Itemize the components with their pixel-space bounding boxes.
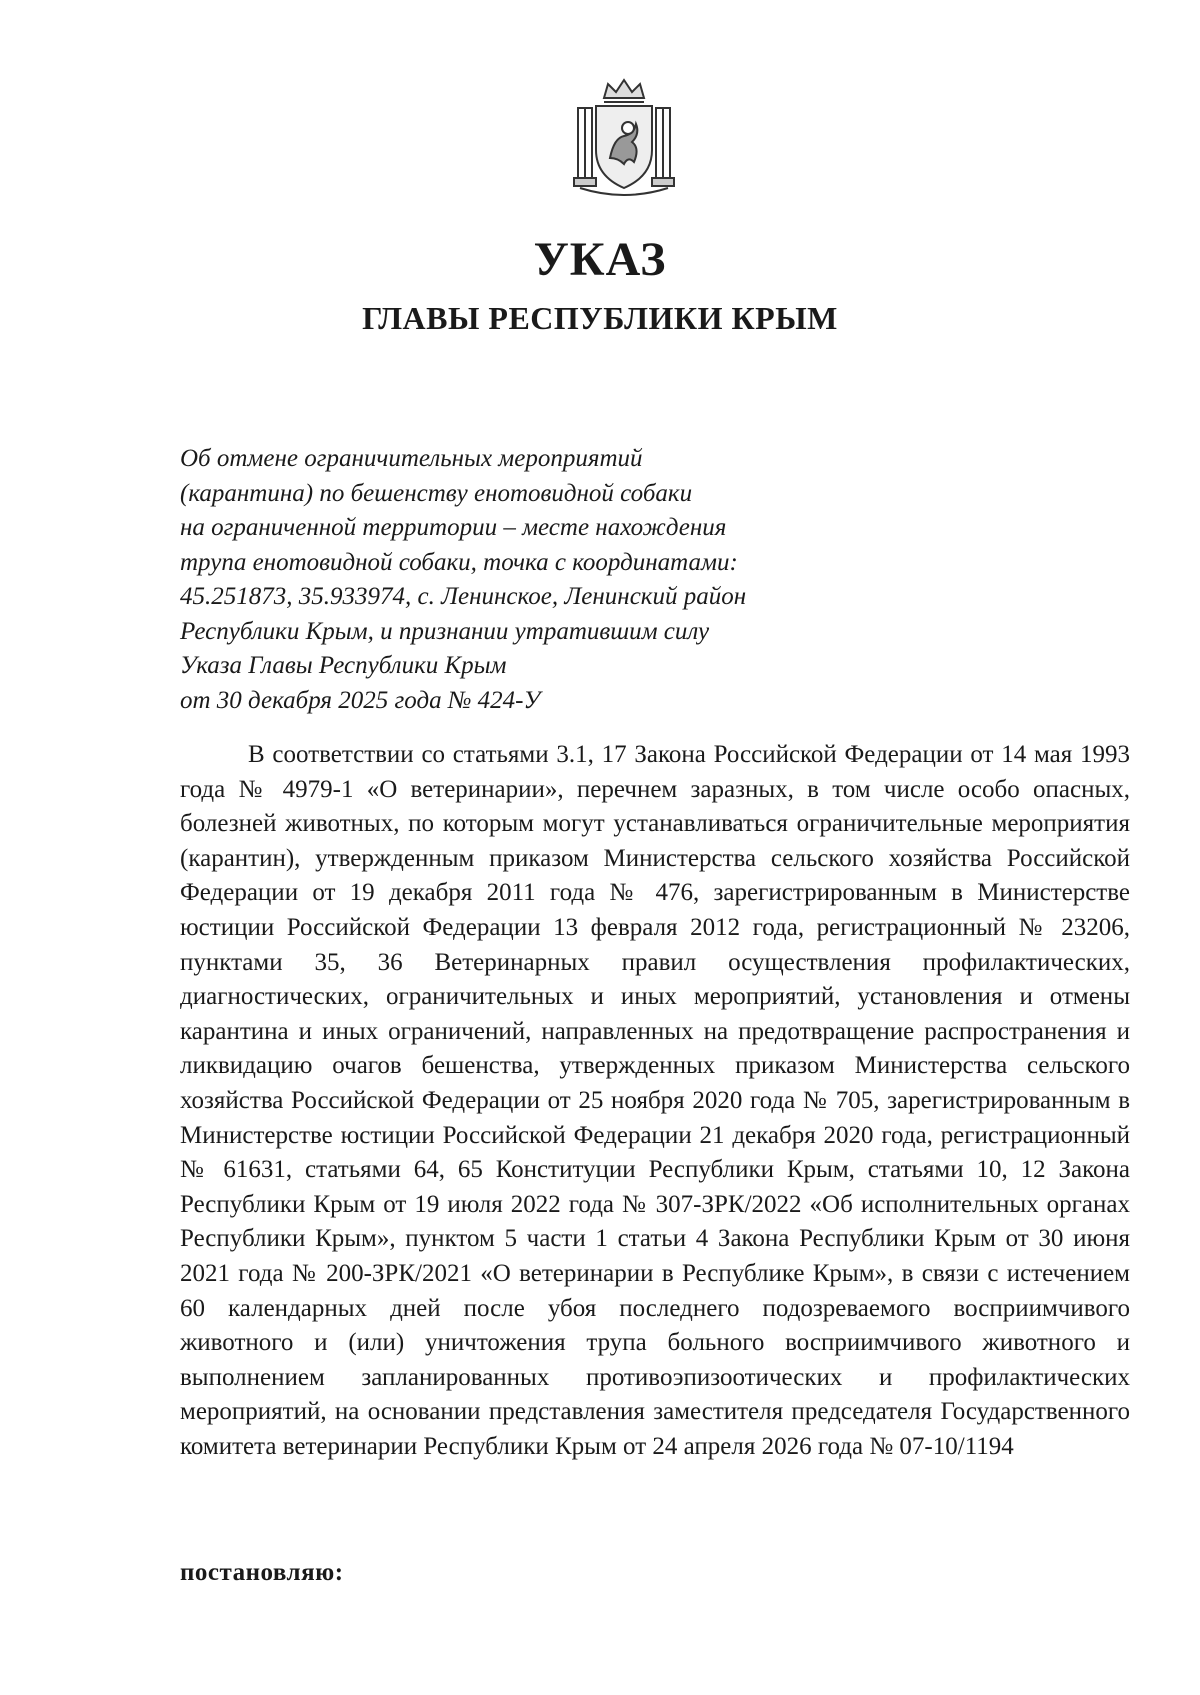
subject-line: Указа Главы Республики Крым	[180, 652, 507, 679]
decree-word: постановляю:	[180, 1559, 344, 1586]
subject-line: на ограниченной территории – месте нахождения	[180, 514, 727, 541]
subject-line: от 30 декабря 2025 года № 424-У	[180, 686, 541, 714]
subject-line: трупа енотовидной собаки, точка с координатами:	[180, 548, 738, 576]
document-subject	[180, 442, 880, 718]
subject-line: (карантина) по бешенству енотовидной собаки	[180, 479, 693, 507]
subject-line: Республики Крым, и признании утратившим силу	[180, 617, 710, 645]
document-title: УКАЗ	[533, 233, 667, 286]
coat-of-arms-icon	[570, 78, 678, 196]
subject-line: Об отмене ограничительных мероприятий	[180, 445, 643, 472]
preamble-paragraph: В соответствии со статьями 3.1, 17 Закона Российской Федерации от 14 мая 1993 года № 4979-1 «О ветеринарии», перечнем заразных, в том числе особо опасных, болезней животных, по которым могут устанавливаться ограничительные мероприятия (карантин), утвержденным приказом Министерства сельского хозяйства Российской Федерации от 19 декабря 2011 года № 476, зарегистрированным в Министерстве юстиции Российской Федерации 13 февраля 2012 года, регистрационный № 23206, пунктами 35, 36 Ветеринарных правил осуществления профилактических, диагностических, ограничительных и иных мероприятий, установления и отмены карантина и иных ограничений, направленных на предотвращение распространения и ликвидацию очагов бешенства, утвержденных приказом Министерства сельского хозяйства Российской Федерации от 25 ноября 2020 года № 705, зарегистрированным в Министерстве юстиции Российской Федерации 21 декабря 2020 года, регистрационный № 61631, статьями 64, 65 Конституции Республики Крым, статьями 10, 12 Закона Республики Крым от 19 июля 2022 года № 307-ЗРК/2022 «Об исполнительных органах Республики Крым», пунктом 5 части 1 статьи 4 Закона Республики Крым от 30 июня 2021 года № 200-ЗРК/2021 «О ветеринарии в Республике Крым», в связи с истечением 60 календарных дней после убоя последнего подозреваемого восприимчивого животного и (или) уничтожения трупа больного восприимчивого животного и выполнением запланированных противоэпизоотических и профилактических мероприятий, на основании представления заместителя председателя Государственного комитета ветеринарии Республики Крым от 24 апреля 2026 года № 07-10/1194	[180, 741, 1130, 1460]
document-subtitle: ГЛАВЫ РЕСПУБЛИКИ КРЫМ	[362, 300, 838, 336]
subject-line: 45.251873, 35.933974, с. Ленинское, Ленинский район	[180, 583, 747, 610]
